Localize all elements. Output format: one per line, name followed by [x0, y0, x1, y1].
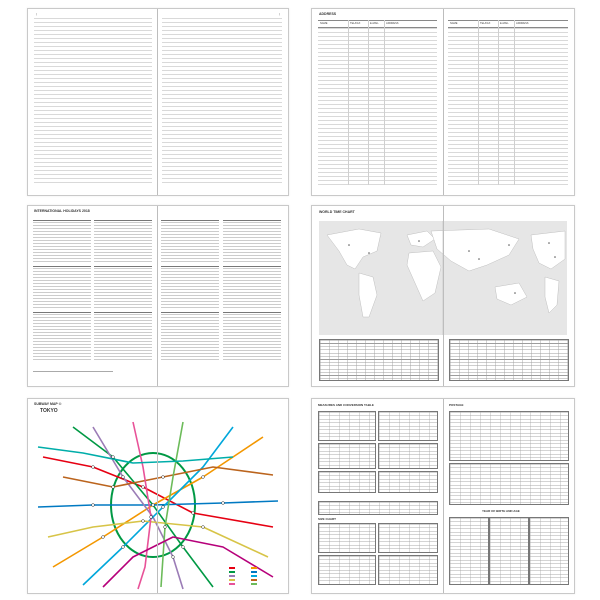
legend-swatch — [251, 579, 257, 581]
station-marker — [162, 506, 165, 509]
station-marker — [122, 476, 125, 479]
col-divider — [368, 20, 369, 185]
station-marker — [172, 556, 175, 559]
col-divider — [348, 20, 349, 185]
right-page-marker: | — [279, 12, 280, 16]
subway-map-svg — [33, 417, 283, 591]
conversion-table — [318, 443, 376, 469]
address-header-left — [318, 20, 437, 28]
conversion-table — [378, 411, 438, 441]
conversion-spread — [311, 398, 575, 594]
station-marker — [122, 546, 125, 549]
holiday-block — [223, 308, 281, 362]
legend-swatch — [229, 583, 235, 585]
subway-line — [73, 427, 213, 587]
holidays-spread — [27, 205, 289, 387]
col-divider — [478, 20, 479, 185]
holiday-block — [33, 216, 91, 262]
left-page-marker: | — [36, 12, 37, 16]
station-marker — [164, 526, 167, 529]
holiday-block — [33, 308, 91, 362]
address-lines-right — [448, 28, 568, 185]
africa-shape — [407, 251, 441, 301]
europe-shape — [407, 231, 435, 247]
station-marker — [162, 476, 165, 479]
legend-swatch — [229, 579, 235, 581]
conversion-table — [378, 471, 438, 493]
station-marker — [112, 486, 115, 489]
right-ruled-lines — [162, 18, 282, 185]
postage-table — [449, 463, 569, 505]
size-table — [318, 555, 376, 585]
conversion-table — [318, 411, 376, 441]
legend-swatch — [229, 571, 235, 573]
north-america-shape — [327, 229, 381, 269]
station-marker — [112, 456, 115, 459]
gutter — [443, 399, 444, 593]
legend-swatch — [251, 575, 257, 577]
legend-swatch — [251, 567, 257, 569]
subway-line — [43, 457, 273, 527]
col-divider — [514, 20, 515, 185]
station-marker — [192, 512, 195, 515]
address-header-right — [448, 20, 568, 28]
station-marker — [142, 520, 145, 523]
holidays-title: INTERNATIONAL HOLIDAYS 2018 — [34, 209, 90, 213]
holiday-block — [94, 262, 152, 308]
address-lines-left — [318, 28, 437, 185]
size-table — [378, 523, 438, 553]
time-table-left — [319, 339, 439, 381]
conversion-title: MEASURES AND CONVERSION TABLE — [318, 403, 374, 407]
col-address-2: ADDRESS — [516, 22, 529, 25]
legend-swatch — [251, 571, 257, 573]
legend-swatch — [229, 575, 235, 577]
asia-shape — [431, 229, 519, 271]
world-time-title: WORLD TIME CHART — [319, 210, 355, 214]
address-spread — [311, 8, 575, 196]
station-marker — [202, 476, 205, 479]
subway-city: TOKYO — [40, 408, 58, 414]
station-marker — [182, 546, 185, 549]
postage-table — [449, 411, 569, 461]
station-marker — [202, 526, 205, 529]
conversion-table — [318, 471, 376, 493]
address-title: ADDRESS — [319, 12, 337, 16]
station-marker — [222, 502, 225, 505]
time-table-right — [449, 339, 569, 381]
holiday-block — [94, 216, 152, 262]
south-america-right-shape — [545, 277, 559, 313]
station-marker — [150, 516, 153, 519]
col-tel: TEL/FAX — [350, 22, 361, 25]
station-marker — [152, 504, 155, 507]
holiday-block — [223, 262, 281, 308]
world-time-spread — [311, 205, 575, 387]
subway-line — [63, 467, 273, 487]
gutter — [157, 9, 158, 195]
footnote-line — [33, 371, 113, 372]
size-table — [318, 523, 376, 553]
col-divider — [498, 20, 499, 185]
size-chart-title: SIZE CHART — [318, 517, 336, 521]
size-table — [378, 555, 438, 585]
legend-swatch — [251, 583, 257, 585]
station-marker — [102, 536, 105, 539]
subway-line — [103, 537, 273, 587]
age-table — [529, 517, 569, 585]
col-email: E-MAIL — [370, 22, 379, 25]
age-table — [449, 517, 489, 585]
subway-map — [33, 417, 283, 591]
temperature-scale — [318, 501, 438, 515]
age-table — [489, 517, 529, 585]
holiday-block — [223, 216, 281, 262]
gutter — [443, 9, 444, 195]
ruled-notes-spread — [27, 8, 289, 196]
col-name-2: NAME — [450, 22, 458, 25]
gutter — [443, 206, 444, 386]
postage-title: POSTAGE — [449, 403, 464, 407]
gutter — [157, 206, 158, 386]
conversion-table — [378, 443, 438, 469]
holiday-block — [161, 262, 219, 308]
col-email-2: E-MAIL — [500, 22, 509, 25]
south-america-shape — [359, 273, 377, 317]
subway-title: SUBWAY MAP ① — [34, 402, 62, 406]
station-marker — [92, 504, 95, 507]
age-title: YEAR OF BIRTH AND AGE — [482, 509, 520, 513]
col-tel-2: TEL/FAX — [480, 22, 491, 25]
col-address: ADDRESS — [386, 22, 399, 25]
col-name: NAME — [320, 22, 328, 25]
holiday-block — [161, 308, 219, 362]
station-marker — [92, 466, 95, 469]
australia-shape — [495, 283, 527, 305]
station-marker — [142, 486, 145, 489]
left-ruled-lines — [34, 18, 152, 185]
gutter — [157, 399, 158, 593]
holiday-block — [161, 216, 219, 262]
holiday-block — [94, 308, 152, 362]
legend-swatch — [229, 567, 235, 569]
subway-spread — [27, 398, 289, 594]
holiday-block — [33, 262, 91, 308]
subway-line — [38, 447, 233, 463]
americas-right-shape — [531, 231, 565, 269]
col-divider — [384, 20, 385, 185]
